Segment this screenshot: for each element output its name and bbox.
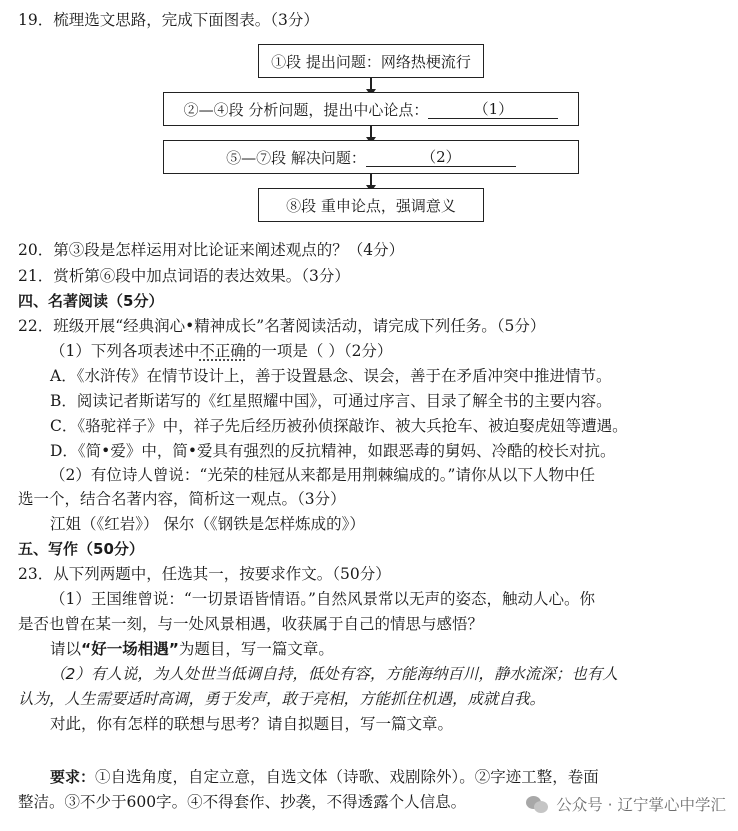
flow-box-3 xyxy=(163,140,579,174)
q22-option-b: B．阅读记者斯诺写的《红星照耀中国》，可通过序言、目录了解全书的主要内容。 xyxy=(50,392,612,410)
q22-option-a: A．《水浒传》在情节设计上，善于设置悬念、误会，善于在矛盾冲突中推进情节。 xyxy=(50,367,612,385)
q23-prompt1-line3 xyxy=(50,637,334,661)
q23-essay-title: “好一场相遇” xyxy=(81,640,179,658)
wechat-watermark xyxy=(526,790,726,818)
flow-box-1-text: ①段 提出问题：网络热梗流行 xyxy=(271,52,471,71)
q23-requirements-line1 xyxy=(50,765,599,789)
q23-prompt2-line1: （2）有人说，为人处世当低调自持，低处有容，方能海纳百川，静水流深；也有人 xyxy=(50,665,618,683)
flow-arrow-2 xyxy=(370,126,372,138)
flow-box-1 xyxy=(258,44,484,78)
q23-prompt1-line2: 是否也曾在某一刻，与一处风景相遇，收获属于自己的情思与感悟？ xyxy=(18,615,484,633)
wechat-logo-icon xyxy=(526,794,550,814)
flow-arrow-3 xyxy=(370,174,372,186)
watermark-text: 公众号 · 辽宁掌心中学汇 xyxy=(556,796,726,814)
q23-prompt1-line3-a: 请以 xyxy=(50,640,82,658)
flow-box-3-text: ⑤—⑦段 解决问题： xyxy=(226,148,366,167)
q23-requirements-line2: 整洁。③不少于600字。④不得套作、抄袭，不得透露个人信息。 xyxy=(18,793,467,811)
q22-sub2-line1: （2）有位诗人曾说：“光荣的桂冠从来都是用荆棘编成的。”请你从以下人物中任 xyxy=(50,466,595,484)
q22-sub2-line2: 选一个，结合名著内容，简析这一观点。（3分） xyxy=(18,490,346,508)
flow-box-4-text: ⑧段 重申论点，强调意义 xyxy=(286,196,456,215)
q23-prompt2-line2: 认为，人生需要适时高调，勇于发声，敢于亮相，方能抓住机遇，成就自我。 xyxy=(18,690,546,708)
flow-box-4 xyxy=(258,188,484,222)
q23-prompt2-line3: 对此，你有怎样的联想与思考？请自拟题目，写一篇文章。 xyxy=(50,715,454,733)
blank-2: （2） xyxy=(366,148,516,167)
q22-sub1 xyxy=(50,339,392,363)
q22-stem: 22．班级开展“经典润心•精神成长”名著阅读活动，请完成下列任务。（5分） xyxy=(18,317,546,335)
q22-option-c: C．《骆驼祥子》中，祥子先后经历被孙侦探敲诈、被大兵抢车、被迫娶虎妞等遭遇。 xyxy=(50,417,628,435)
q22-sub1-a: （1）下列各项表述中 xyxy=(50,342,200,360)
blank-1: （1） xyxy=(428,100,558,119)
q20: 20．第③段是怎样运用对比论证来阐述观点的？（4分） xyxy=(18,241,405,259)
q22-option-d: D．《简•爱》中，简•爱具有强烈的反抗精神，如跟恶毒的舅妈、冷酷的校长对抗。 xyxy=(50,442,616,460)
q22-sub1-emphasis: 不正确 xyxy=(199,342,246,360)
q23-requirements-text: ①自选角度，自定立意，自选文体（诗歌、戏剧除外）。②字迹工整，卷面 xyxy=(95,768,599,786)
section-4-heading: 四、名著阅读（5分） xyxy=(18,292,164,310)
q23-prompt1-line1: （1）王国维曾说：“一切景语皆情语。”自然风景常以无声的姿态，触动人心。你 xyxy=(50,590,595,608)
q23-prompt1-line3-b: 为题目，写一篇文章。 xyxy=(178,640,334,658)
flow-arrow-1 xyxy=(370,78,372,90)
q23-requirements-label: 要求： xyxy=(50,768,96,786)
q21: 21．赏析第⑥段中加点词语的表达效果。（3分） xyxy=(18,267,350,285)
section-5-heading: 五、写作（50分） xyxy=(18,540,144,558)
flow-box-2-text: ②—④段 分析问题，提出中心论点： xyxy=(183,100,429,119)
q23-stem: 23．从下列两题中，任选其一，按要求作文。（50分） xyxy=(18,565,391,583)
q22-sub1-b: 的一项是（ ）（2分） xyxy=(245,342,393,360)
q19-title: 19．梳理选文思路，完成下面图表。（3分） xyxy=(18,11,319,29)
q22-characters: 江姐（《红岩》） 保尔（《钢铁是怎样炼成的》） xyxy=(50,515,365,533)
flow-box-2 xyxy=(163,92,579,126)
